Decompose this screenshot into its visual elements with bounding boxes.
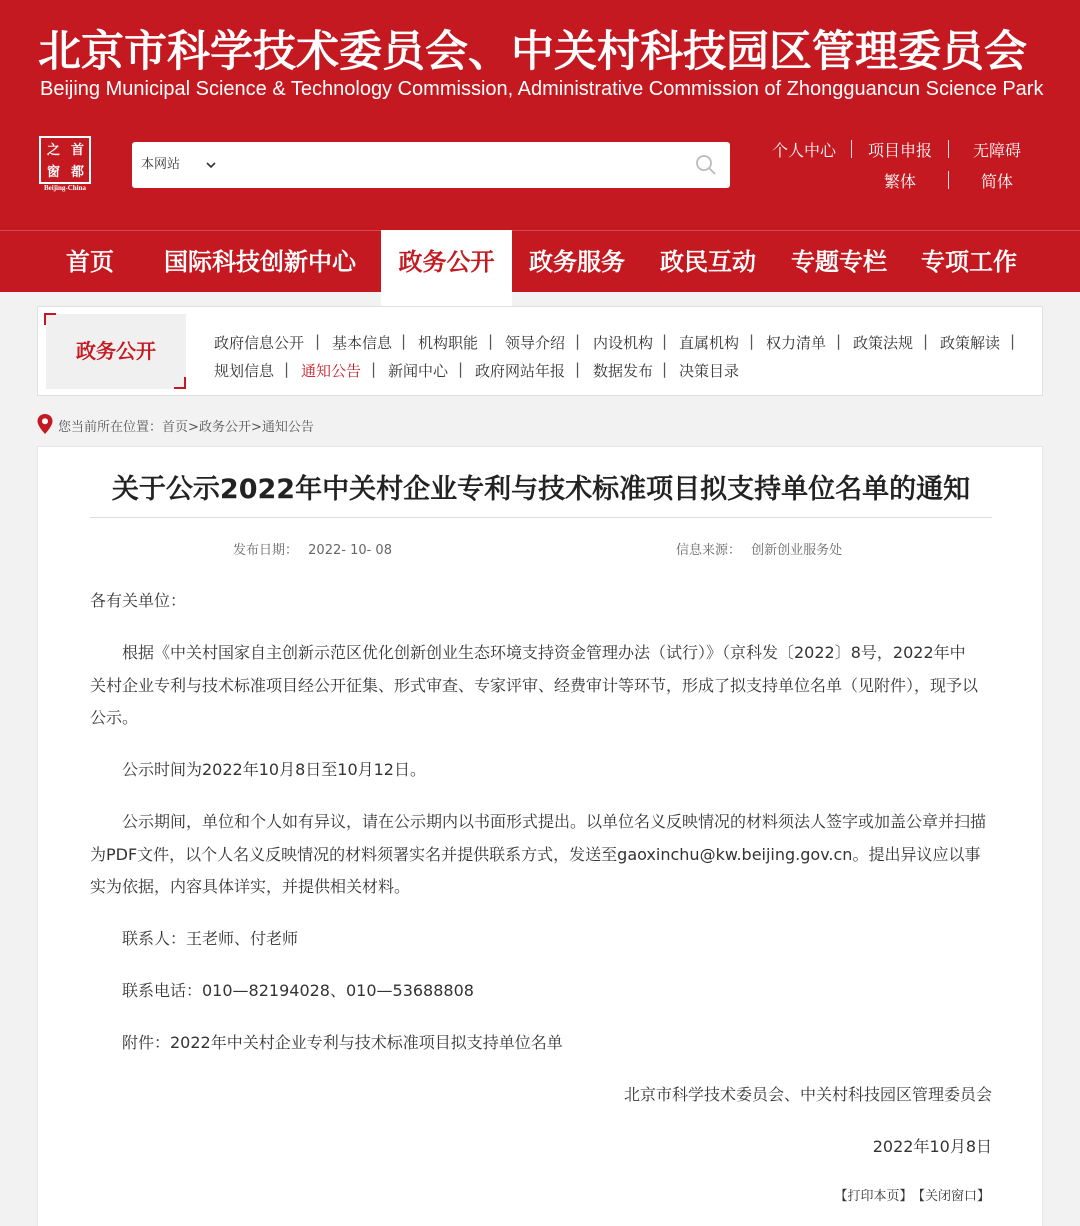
- paragraph-basis: [90, 637, 994, 735]
- title-divider: [90, 517, 992, 518]
- search-scope-select[interactable]: 本网站: [141, 157, 181, 172]
- paragraph-line: 公示。: [90, 708, 139, 727]
- subnav-separator: |: [662, 360, 668, 378]
- subnav-link[interactable]: 政府信息公开: [214, 334, 305, 352]
- util-divider: [948, 140, 949, 158]
- section-label: 政务公开: [76, 339, 156, 363]
- subnav-link-current[interactable]: 通知公告: [301, 362, 362, 380]
- chevron-down-icon[interactable]: [204, 158, 218, 172]
- subnav-separator: |: [284, 360, 290, 378]
- corner-decoration: [174, 377, 186, 389]
- article-tools: [828, 1185, 990, 1204]
- util-divider: [851, 140, 852, 158]
- capital-window-logo[interactable]: [36, 134, 94, 196]
- breadcrumb-notices[interactable]: 通知公告: [261, 420, 314, 435]
- site-title-cn: 北京市科学技术委员会、中关村科技园区管理委员会: [38, 27, 1027, 77]
- attachment-link[interactable]: 附件：2022年中关村企业专利与技术标准项目拟支持单位名单: [122, 1033, 563, 1052]
- subnav-separator: |: [923, 332, 929, 350]
- subnav-link[interactable]: 决策目录: [679, 362, 740, 380]
- publish-date-label: 发布日期：: [233, 543, 299, 558]
- personal-center-link[interactable]: 个人中心: [772, 141, 837, 160]
- subnav-separator: |: [1010, 332, 1016, 350]
- project-application-link[interactable]: 项目申报: [868, 141, 933, 160]
- nav-government-services[interactable]: 政务服务: [529, 248, 625, 276]
- signature-org: 北京市科学技术委员会、中关村科技园区管理委员会: [623, 1085, 992, 1104]
- main-nav: [0, 230, 1080, 292]
- subnav-link[interactable]: 政策法规: [853, 334, 914, 352]
- subnav-link[interactable]: 直属机构: [679, 334, 740, 352]
- breadcrumb-prefix: 您当前所在位置：: [58, 420, 163, 435]
- close-window-link[interactable]: 【关闭窗口】: [918, 1189, 990, 1204]
- subnav-link[interactable]: 政府网站年报: [475, 362, 566, 380]
- nav-public-interaction[interactable]: 政民互动: [660, 248, 756, 276]
- site-title-en: Beijing Municipal Science & Technology Commission, Administrative Commission of Zhongguancun Science Park: [40, 78, 1044, 100]
- paragraph-line: 公示期间，单位和个人如有异议，请在公示期内以书面形式提出。以单位名义反映情况的材料须法人签字或加盖公章并扫描: [122, 812, 987, 831]
- subnav-separator: |: [836, 332, 842, 350]
- paragraph-objection: [90, 806, 994, 904]
- source-meta: [676, 539, 842, 558]
- breadcrumb-separator: >: [188, 420, 199, 435]
- corner-decoration: [44, 313, 56, 325]
- subnav-separator: |: [575, 360, 581, 378]
- util-divider: [948, 171, 949, 189]
- breadcrumb-separator: >: [250, 420, 262, 435]
- signature-date: 2022年10月8日: [872, 1137, 992, 1156]
- article-title: 关于公示2022年中关村企业专利与技术标准项目拟支持单位名单的通知: [111, 474, 971, 505]
- subnav-link[interactable]: 新闻中心: [388, 362, 449, 380]
- subnav-separator: |: [488, 332, 494, 350]
- subnav-link[interactable]: 数据发布: [593, 362, 654, 380]
- site-search-bar: [132, 142, 730, 188]
- paragraph-line: 为PDF文件，以个人名义反映情况的材料须署实名并提供联系方式，发送至gaoxinchu@kw.beijing.gov.cn。提出异议应以事: [90, 844, 981, 864]
- article-panel: [37, 446, 1043, 1226]
- location-pin-icon: [36, 413, 54, 435]
- simplified-chinese-link[interactable]: 简体: [981, 172, 1014, 191]
- subnav-link[interactable]: 领导介绍: [505, 334, 566, 352]
- search-input[interactable]: [232, 150, 672, 180]
- contact-person: 联系人：王老师、付老师: [122, 929, 299, 948]
- subnav-link[interactable]: 内设机构: [593, 334, 654, 352]
- logo-frame: [39, 136, 91, 184]
- paragraph-line: 关村企业专利与技术标准项目经公开征集、形式审查、专家评审、经费审计等环节，形成了拟支持单位名单（见附件），现予以: [90, 675, 979, 695]
- subnav-separator: |: [458, 360, 464, 378]
- search-icon[interactable]: [694, 153, 718, 177]
- logo-char: 之: [46, 143, 60, 158]
- paragraph-line: 实为依据，内容具体详实，并提供相关材料。: [90, 877, 411, 896]
- salutation: 各有关单位：: [90, 591, 187, 610]
- source-label: 信息来源：: [676, 543, 742, 558]
- publish-date: 2022- 10- 08: [308, 543, 392, 558]
- subnav-separator: |: [749, 332, 755, 350]
- nav-innovation-center[interactable]: 国际科技创新中心: [164, 248, 356, 276]
- logo-char: 窗: [46, 165, 60, 180]
- accessibility-link[interactable]: 无障碍: [973, 141, 1022, 160]
- breadcrumb-home[interactable]: 首页: [162, 420, 189, 435]
- subnav-separator: |: [662, 332, 668, 350]
- site-header: [0, 0, 1080, 230]
- paragraph-line: 根据《中关村国家自主创新示范区优化创新创业生态环境支持资金管理办法（试行）》（京科发〔2022〕8号，2022年中: [122, 643, 966, 662]
- subnav-separator: |: [575, 332, 581, 350]
- subnav-link[interactable]: 政策解读: [940, 334, 1001, 352]
- nav-special-topics[interactable]: 专题专栏: [791, 248, 887, 276]
- section-subnav: [37, 306, 1043, 396]
- breadcrumb-government-affairs[interactable]: 政务公开: [198, 420, 251, 435]
- nav-home[interactable]: 首页: [66, 248, 114, 276]
- print-page-link[interactable]: 【打印本页】: [834, 1189, 913, 1204]
- traditional-chinese-link[interactable]: 繁体: [884, 172, 917, 191]
- subnav-link[interactable]: 基本信息: [332, 334, 393, 352]
- subnav-separator: |: [371, 360, 377, 378]
- breadcrumb-trail: [58, 416, 314, 435]
- subnav-link[interactable]: 规划信息: [214, 362, 275, 380]
- contact-phone: 联系电话：010—82194028、010—53688808: [122, 981, 474, 1000]
- paragraph-period: 公示时间为2022年10月8日至10月12日。: [122, 760, 426, 779]
- subnav-link[interactable]: 权力清单: [766, 334, 827, 352]
- source-value: 创新创业服务处: [751, 543, 843, 558]
- subnav-link[interactable]: 机构职能: [418, 334, 479, 352]
- publish-date-meta: [233, 539, 392, 558]
- logo-caption: Beijing-China: [43, 184, 86, 192]
- logo-char: 都: [70, 165, 84, 180]
- nav-special-work[interactable]: 专项工作: [921, 248, 1017, 276]
- subnav-separator: |: [315, 332, 321, 350]
- section-label-box: [46, 314, 186, 389]
- subnav-separator: |: [401, 332, 407, 350]
- logo-char: 首: [70, 143, 84, 158]
- nav-government-affairs[interactable]: 政务公开: [381, 230, 512, 306]
